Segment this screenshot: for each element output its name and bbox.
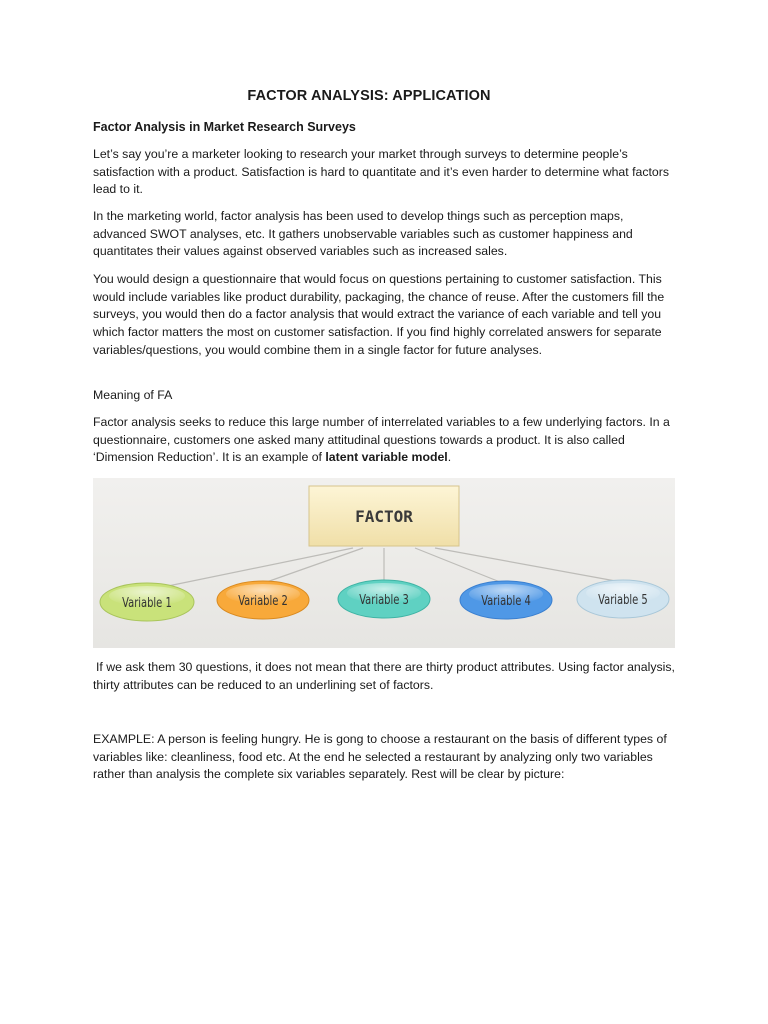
paragraph-intro: Let’s say you’re a marketer looking to research your market through surveys to determine people’s satisfaction with a product. Satisfaction is hard to quantitate and it’s even harder to determine what factors lead to it. [93,147,669,197]
connector-line-4 [415,548,505,584]
variable-label-4: Variable 4 [481,593,531,609]
variable-label-1: Variable 1 [122,595,172,611]
variable-node-1 [100,583,194,621]
connector-line-2 [261,548,363,584]
paragraph-questions: If we ask them 30 questions, it does not mean that there are thirty product attributes. Using factor analysis, thirty attributes can be reduced to an underlining set of factors. [93,660,675,692]
meaning-period: . [447,450,452,465]
paragraph-questionnaire: You would design a questionnaire that would focus on questions pertaining to customer satisfaction. This would include variables like product durability, packaging, the chance of reuse. After the customers fill the surveys, you would then do a factor analysis that would extract the variance of each variable and tell you which factor matters the most on customer satisfaction. If you find highly correlated answers for separate variables/questions, you would combine them in a single factor for future analyses. [93,272,665,357]
variable-node-5 [577,580,669,618]
factor-diagram-svg [93,478,675,648]
variable-label-5: Variable 5 [598,592,648,608]
section-heading: Factor Analysis in Market Research Surveys [93,120,356,134]
latent-variable-term: latent variable model [325,450,448,465]
factor-label: FACTOR [355,507,413,526]
paragraph-example: EXAMPLE: A person is feeling hungry. He is gong to choose a restaurant on the basis of different types of variables like: cleanliness, food etc. At the end he selected a restaurant by analyzing only two variables rather than analysis the complete six variables separately. Rest will be clear by picture: [93,732,667,782]
variable-node-4 [460,581,552,619]
paragraph-marketing: In the marketing world, factor analysis has been used to develop things such as perception maps, advanced SWOT analyses, etc. It gathers unobservable variables such as customer happiness and quantitates their values against observed variables such as increased sales. [93,209,633,259]
variable-label-2: Variable 2 [238,593,288,609]
connector-line-5 [435,548,621,582]
variable-node-2 [217,581,309,619]
factor-diagram [93,478,675,648]
variable-label-3: Variable 3 [359,592,409,608]
paragraph-meaning [93,414,675,467]
meaning-heading: Meaning of FA [93,388,173,402]
meaning-text: Factor analysis seeks to reduce this large number of interrelated variables to a few underlying factors. In a questionnaire, customers one asked many attitudinal questions towards a product. It is also called ‘Dimension Reduction’. It is an example of [93,415,670,465]
connector-line-1 [168,548,353,586]
page-title: FACTOR ANALYSIS: APPLICATION [247,88,491,104]
variable-node-3 [338,580,430,618]
